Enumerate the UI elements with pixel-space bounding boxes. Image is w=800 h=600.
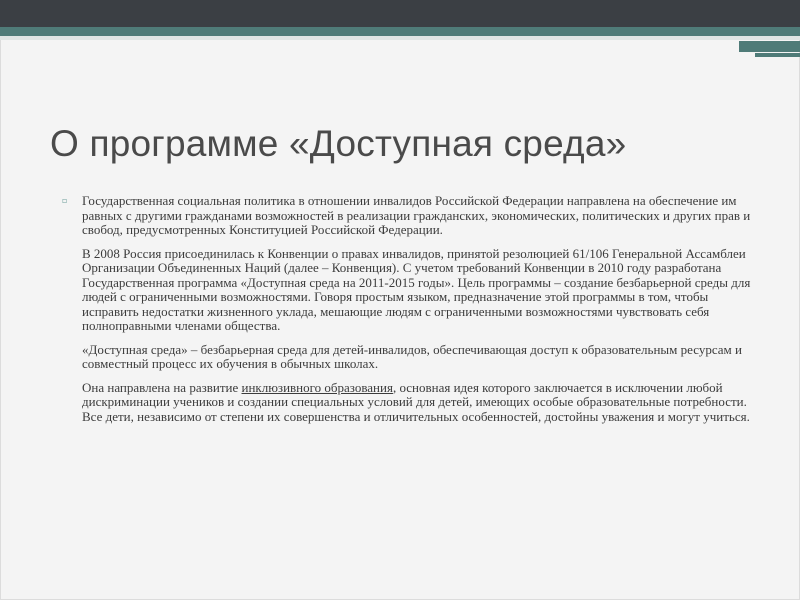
top-light-stripe <box>0 36 800 40</box>
inclusive-education-link[interactable]: инклюзивного образования <box>241 379 393 395</box>
paragraph-accessible-environment: «Доступная среда» – безбарьерная среда для детей-инвалидов, обеспечивающая доступ к образовательным ресурсам и совместный процесс их обучения в обычных школах. <box>82 341 742 371</box>
top-dark-bar <box>0 0 800 27</box>
corner-accent-block <box>739 41 800 52</box>
slide-title: О программе «Доступная среда» <box>50 123 627 164</box>
inclusive-text-after: , основная идея которого заключается в исключении любой дискриминации учеников и создании специальных условий для детей, имеющих особые образовательные потребности. Все дети, независимо от степени их совершенства и отличительных особенностей, достойны уважения и могут учиться. <box>82 379 750 424</box>
paragraph-inclusive-education <box>82 381 762 425</box>
bullet-icon: ▫ <box>62 196 68 205</box>
top-teal-bar <box>0 27 800 36</box>
inclusive-text-before: Она направлена на развитие <box>82 379 242 395</box>
slide-body <box>62 194 762 433</box>
paragraph-state-policy: Государственная социальная политика в отношении инвалидов Российской Федерации направлена на обеспечение им равных с другими гражданами возможностей в реализации гражданских, экономических, политических и других прав и свобод, предусмотренных Конституцией Российской Федерации. <box>82 193 751 237</box>
paragraph-convention: В 2008 Россия присоединилась к Конвенции о правах инвалидов, принятой резолюцией 61/106 Генеральной Ассамблеи Организации Объединенных Наций (далее – Конвенция). С учетом требований Конвенции в 2010 году разработана Государственная программа «Доступная среда на 2011-2015 годы». Цель программы – создание безбарьерной среды для людей с ограниченными возможностями. Говоря простым языком, предназначение этой программы в том, чтобы исправить недостатки жизненного уклада, мешающие людям с ограниченными возможностями чувствовать себя полноправными членами общества. <box>82 245 751 333</box>
corner-accent-stripe <box>755 53 800 57</box>
